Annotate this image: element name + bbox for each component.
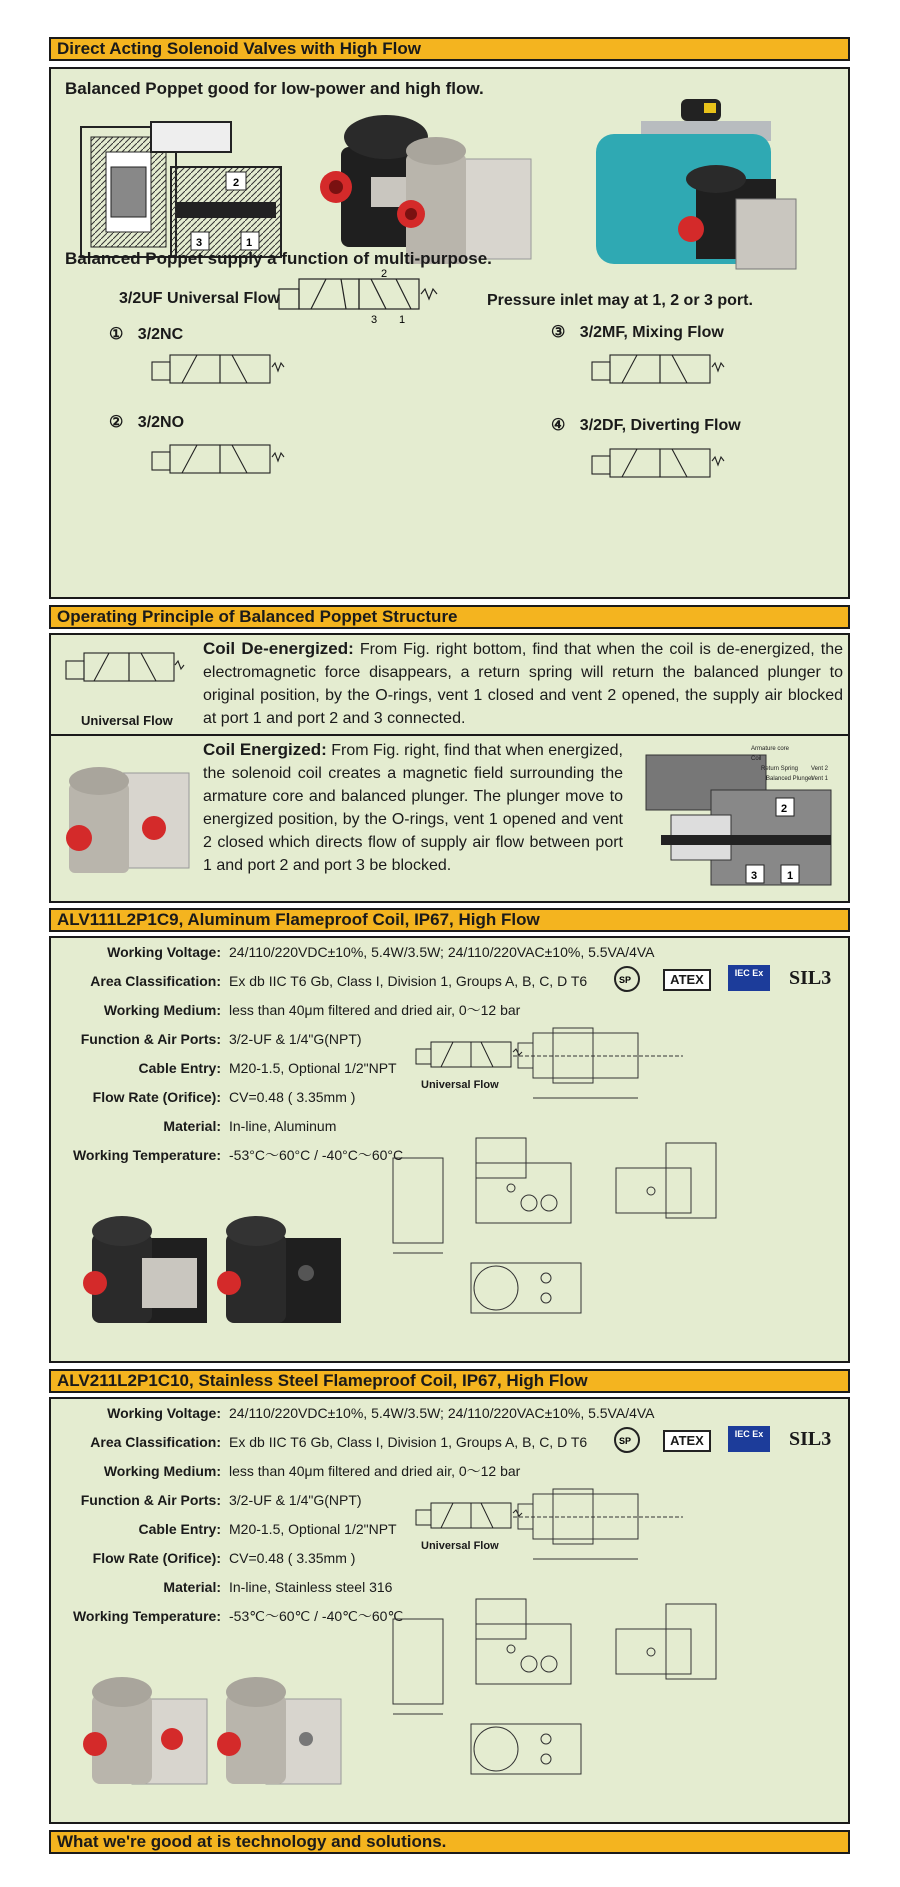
spec-value: -53°C～60°C / -40°C～60°C xyxy=(229,1147,404,1163)
drawing-alv211-bottom xyxy=(461,1709,591,1799)
mode-mf xyxy=(551,322,724,342)
drawing-alv111-coil xyxy=(381,1138,456,1258)
spec-key: Flow Rate (Orifice): xyxy=(92,1550,221,1566)
svg-text:3: 3 xyxy=(751,870,758,882)
spec-value: Ex db IIC T6 Gb, Class I, Division 1, Groups A, B, C, D T6 xyxy=(229,1434,588,1450)
spec-key: Cable Entry: xyxy=(138,1521,221,1537)
alv211-photo-1 xyxy=(77,1664,217,1794)
mode-mf-label: 3/2MF, Mixing Flow xyxy=(579,324,724,341)
label-vent-1: Vent 1 xyxy=(811,776,829,782)
actuator-photo xyxy=(586,89,806,279)
coil-deenergized-body: From Fig. right bottom, find that when the coil is de-energized, the electromagnetic force disappears, a return spring will return the balanced plunger to original position, by the O-rings, vent 1 closed and vent 2 opened, the supply air blocked at port 1 and port 2 and 3 connected. xyxy=(203,641,844,727)
mode-no-label: 3/2NO xyxy=(137,414,185,431)
svg-text:2: 2 xyxy=(781,803,788,815)
alv111-photo-2 xyxy=(211,1203,351,1333)
label-return-spring: Return Spring xyxy=(761,766,799,772)
drawing-alv111-side xyxy=(611,1133,731,1243)
spec-key: Function & Air Ports: xyxy=(80,1031,221,1047)
symbol-no xyxy=(147,435,297,490)
coil-energized-title: Coil Energized: xyxy=(203,740,327,759)
mode-df xyxy=(551,415,741,435)
drawing-alv111-bottom xyxy=(461,1248,591,1338)
label-balanced-plunger: Balanced Plunger xyxy=(766,776,814,782)
spec-key: Working Medium: xyxy=(103,1463,221,1479)
alv211-photo-2 xyxy=(211,1664,351,1794)
spec-key: Material: xyxy=(163,1118,221,1134)
drawing-alv111-front xyxy=(461,1133,581,1243)
spec-value: less than 40μm filtered and dried air, 0～12 bar xyxy=(229,1463,521,1479)
spec-row xyxy=(51,1404,851,1422)
iecex-badge: IEC Ex xyxy=(728,965,770,991)
svg-text:1: 1 xyxy=(246,237,253,249)
symbol-principle-uf xyxy=(61,643,191,698)
mode-mf-number: ③ xyxy=(551,324,566,341)
spec-row xyxy=(51,1578,851,1596)
mode-nc-number: ① xyxy=(109,326,124,343)
symbol-df xyxy=(587,441,737,491)
spec-row xyxy=(51,943,851,961)
spec-value: 3/2-UF & 1/4"G(NPT) xyxy=(229,1492,362,1508)
mode-no-number: ② xyxy=(109,414,124,431)
drawing-alv111-top xyxy=(513,1008,693,1108)
svg-text:1: 1 xyxy=(787,870,794,882)
spec-value: 24/110/220VDC±10%, 5.4W/3.5W; 24/110/220VAC±10%, 5.5VA/4VA xyxy=(229,944,655,960)
spec-value: CV=0.48 ( 3.35mm ) xyxy=(229,1089,356,1105)
spec-key: Material: xyxy=(163,1579,221,1595)
spec-value: CV=0.48 ( 3.35mm ) xyxy=(229,1550,356,1566)
principle-divider xyxy=(51,734,848,736)
section-title-operating-principle: Operating Principle of Balanced Poppet Structure xyxy=(49,605,850,629)
spec-value: M20-1.5, Optional 1/2"NPT xyxy=(229,1521,397,1537)
spec-value: M20-1.5, Optional 1/2"NPT xyxy=(229,1060,397,1076)
spec-key: Function & Air Ports: xyxy=(80,1492,221,1508)
mode-nc-label: 3/2NC xyxy=(137,326,184,343)
drawing-alv211-side xyxy=(611,1594,731,1704)
svg-text:3: 3 xyxy=(196,237,203,249)
principle-uf-caption: Universal Flow xyxy=(81,713,173,728)
spec-row xyxy=(51,1462,851,1480)
symbol-nc xyxy=(147,347,297,397)
alv211-panel xyxy=(49,1397,850,1824)
spec-value: 24/110/220VDC±10%, 5.4W/3.5W; 24/110/220VAC±10%, 5.5VA/4VA xyxy=(229,1405,655,1421)
section-title-alv111: ALV111L2P1C9, Aluminum Flameproof Coil, IP67, High Flow xyxy=(49,908,850,932)
spec-key: Working Voltage: xyxy=(107,1405,221,1421)
section-title-direct-acting: Direct Acting Solenoid Valves with High Flow xyxy=(49,37,850,61)
spec-key: Working Medium: xyxy=(103,1002,221,1018)
coil-deenergized-title: Coil De-energized: xyxy=(203,639,354,658)
spec-row xyxy=(51,1001,851,1019)
drawing-alv211-front xyxy=(461,1594,581,1704)
csa-logo-icon xyxy=(613,965,641,993)
label-vent-2: Vent 2 xyxy=(811,766,829,772)
alv111-panel xyxy=(49,936,850,1363)
symbol-universal-flow xyxy=(271,269,481,329)
coil-energized-text xyxy=(203,738,623,877)
coil-deenergized-text xyxy=(203,637,843,730)
svg-text:SP: SP xyxy=(619,1436,632,1446)
label-armature-core: Armature core xyxy=(751,746,790,752)
spec-value: Ex db IIC T6 Gb, Class I, Division 1, Groups A, B, C, D T6 xyxy=(229,973,588,989)
spec-key: Working Voltage: xyxy=(107,944,221,960)
svg-text:2: 2 xyxy=(233,177,240,189)
spec-value: -53℃～60℃ / -40℃～60℃ xyxy=(229,1608,404,1624)
svg-text:SP: SP xyxy=(619,975,632,985)
sil3-badge: SIL3 xyxy=(789,967,832,989)
alv111-uf-caption: Universal Flow xyxy=(421,1079,499,1091)
mode-df-label: 3/2DF, Diverting Flow xyxy=(579,417,741,434)
atex-badge: ATEX xyxy=(663,1430,711,1452)
section-title-alv211: ALV211L2P1C10, Stainless Steel Flameproof Coil, IP67, High Flow xyxy=(49,1369,850,1393)
mode-no xyxy=(109,412,184,432)
label-coil: Coil xyxy=(751,756,762,762)
spec-key: Area Classification: xyxy=(90,973,221,989)
pressure-note: Pressure inlet may at 1, 2 or 3 port. xyxy=(487,292,753,309)
spec-key: Cable Entry: xyxy=(138,1060,221,1076)
csa-logo-icon xyxy=(613,1426,641,1454)
iecex-badge: IEC Ex xyxy=(728,1426,770,1452)
alv111-photo-1 xyxy=(77,1203,217,1333)
port-1-label: 1 xyxy=(399,314,406,326)
label-universal-flow: 3/2UF Universal Flow xyxy=(119,290,280,307)
drawing-alv211-top xyxy=(513,1469,693,1569)
mode-nc xyxy=(109,324,183,344)
spec-row xyxy=(51,1117,851,1135)
drawing-alv211-coil xyxy=(381,1599,456,1719)
spec-key: Working Temperature: xyxy=(72,1147,221,1163)
spec-value: In-line, Aluminum xyxy=(229,1118,337,1134)
port-3-label: 3 xyxy=(371,314,378,326)
spec-key: Area Classification: xyxy=(90,1434,221,1450)
principle-panel xyxy=(49,633,850,903)
footer-slogan: What we're good at is technology and solutions. xyxy=(49,1830,850,1854)
spec-key: Working Temperature: xyxy=(72,1608,221,1624)
alv211-uf-caption: Universal Flow xyxy=(421,1540,499,1552)
intro-panel xyxy=(49,67,850,599)
coil-energized-body: From Fig. right, find that when energized, the solenoid coil creates a magnetic field surrounding the armature core and balanced plunger. The plunger move to energized position, by the O-rings, vent 1 opened and vent 2 closed which directs flow of supply air flow between port 1 and port 2 and port 3 be blocked. xyxy=(203,742,623,874)
heading-multi-purpose: Balanced Poppet supply a function of multi-purpose. xyxy=(65,249,492,268)
spec-value: less than 40μm filtered and dried air, 0～12 bar xyxy=(229,1002,521,1018)
principle-cross-section xyxy=(641,740,841,895)
symbol-mf xyxy=(587,347,737,397)
atex-badge: ATEX xyxy=(663,969,711,991)
spec-value: In-line, Stainless steel 316 xyxy=(229,1579,393,1595)
heading-low-power: Balanced Poppet good for low-power and high flow. xyxy=(65,79,484,98)
port-2-label: 2 xyxy=(381,269,388,280)
sil3-badge: SIL3 xyxy=(789,1428,832,1450)
valve-photo-principle xyxy=(59,753,199,888)
spec-key: Flow Rate (Orifice): xyxy=(92,1089,221,1105)
spec-value: 3/2-UF & 1/4"G(NPT) xyxy=(229,1031,362,1047)
mode-df-number: ④ xyxy=(551,417,566,434)
